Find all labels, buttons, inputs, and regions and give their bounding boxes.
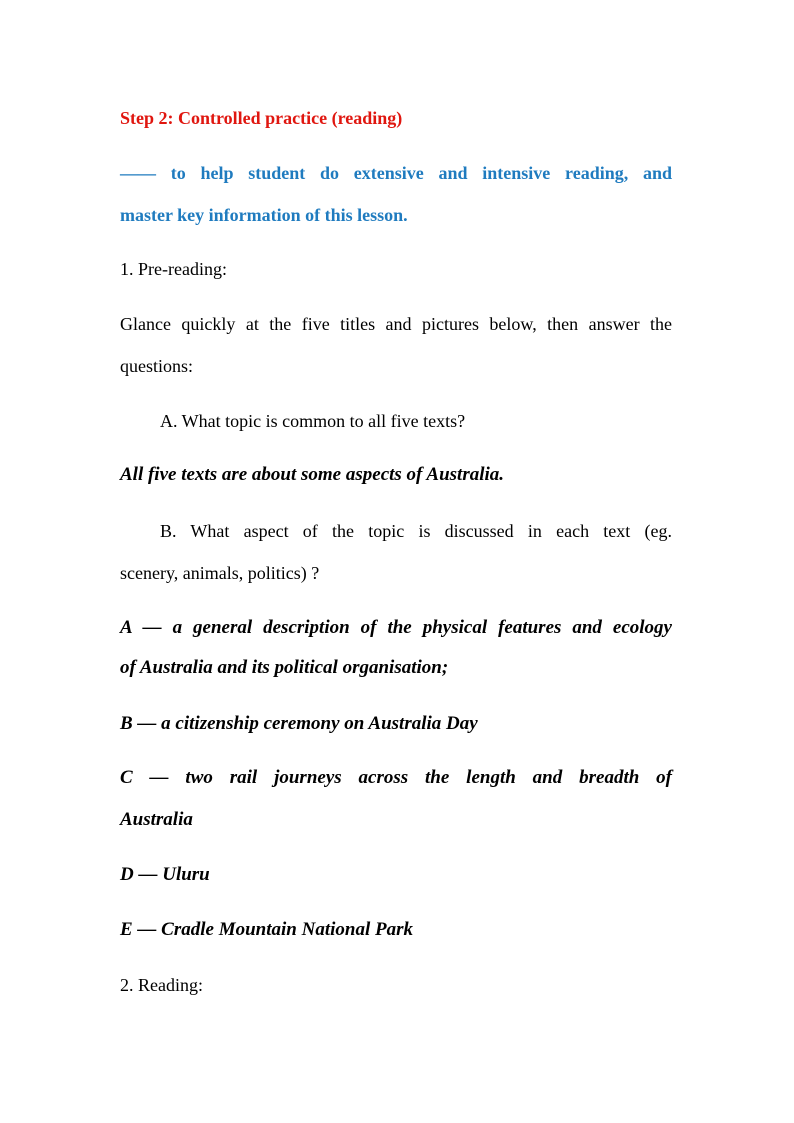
purpose-line-1: —— to help student do extensive and intensive reading, and xyxy=(120,163,672,183)
purpose-line-2: master key information of this lesson. xyxy=(120,205,408,225)
answer-b-e: E — Cradle Mountain National Park xyxy=(120,919,413,940)
answer-b-d: D — Uluru xyxy=(120,864,210,885)
question-a: A. What topic is common to all five texts? xyxy=(160,411,466,431)
instruction-line-2: questions: xyxy=(120,356,194,376)
prereading-heading: 1. Pre-reading: xyxy=(120,259,227,279)
answer-b-b: B — a citizenship ceremony on Australia Day xyxy=(120,713,478,734)
answer-a: All five texts are about some aspects of Australia. xyxy=(120,464,505,485)
step-heading: Step 2: Controlled practice (reading) xyxy=(120,108,403,128)
instruction-line-1: Glance quickly at the five titles and pictures below, then answer the xyxy=(120,314,672,334)
question-b-line-2: scenery, animals, politics) ? xyxy=(120,563,320,583)
reading-heading: 2. Reading: xyxy=(120,975,203,995)
question-b-line-1: B. What aspect of the topic is discussed in each text (eg. xyxy=(160,521,672,541)
answer-b-c-line-1: C — two rail journeys across the length and breadth of xyxy=(120,767,672,788)
answer-b-a-line-1: A — a general description of the physical features and ecology xyxy=(120,617,672,638)
answer-b-a-line-2: of Australia and its political organisation; xyxy=(120,657,449,678)
answer-b-c-line-2: Australia xyxy=(120,809,193,830)
